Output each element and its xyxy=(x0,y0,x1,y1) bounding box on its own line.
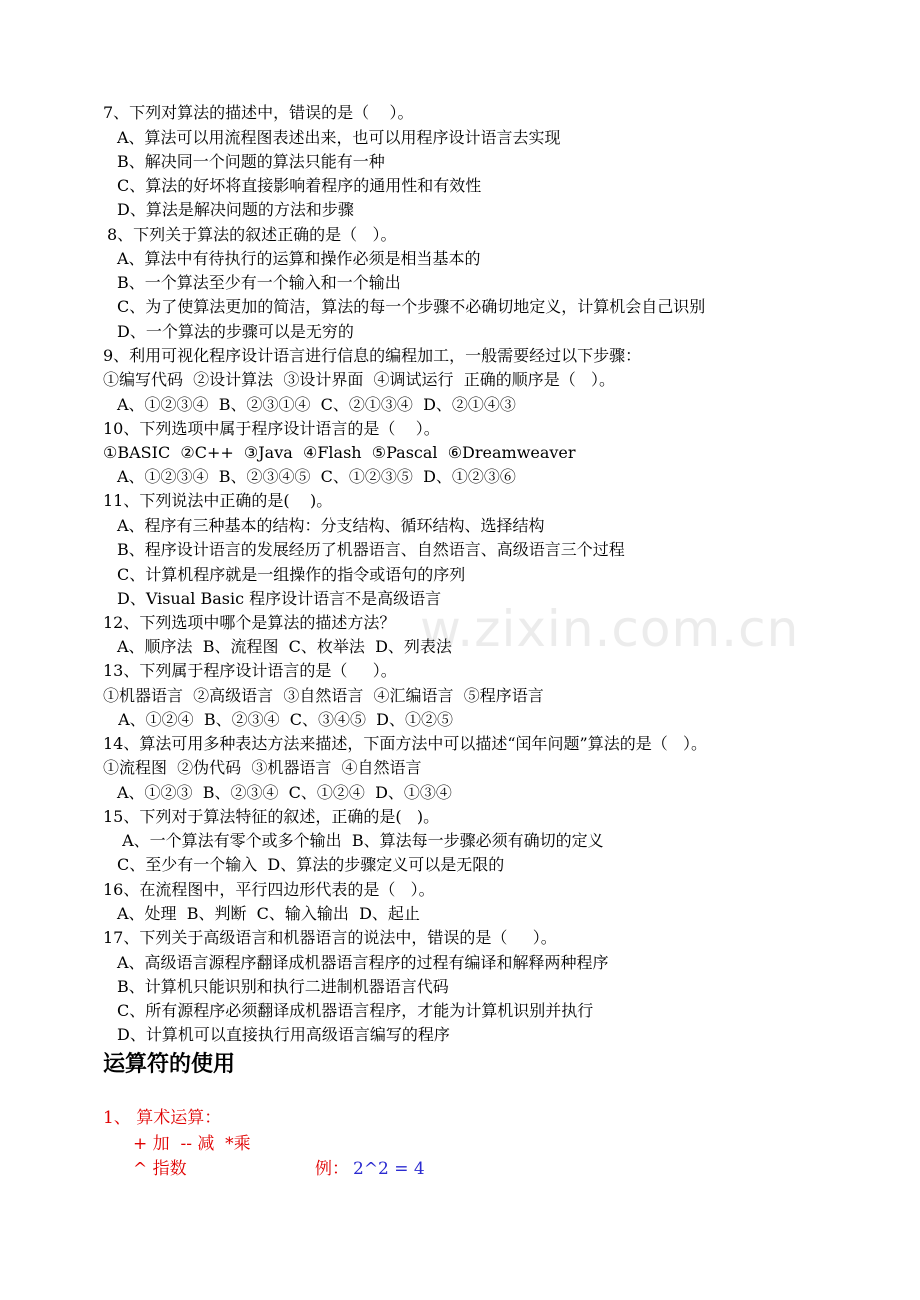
arith-ops-line1: + 加 -- 减 *乘 xyxy=(133,1134,251,1154)
question-11-option-b: B、程序设计语言的发展经历了机器语言、自然语言、高级语言三个过程 xyxy=(117,540,625,559)
question-8-option-d: D、一个算法的步骤可以是无穷的 xyxy=(117,322,354,341)
question-13-stem: 13、下列属于程序设计语言的是（ ）。 xyxy=(103,661,397,680)
question-11-stem: 11、下列说法中正确的是( )。 xyxy=(103,491,333,510)
question-8-option-c: C、为了使算法更加的简洁，算法的每一个步骤不必确切地定义，计算机会自己识别 xyxy=(117,297,706,316)
question-8-stem: 8、下列关于算法的叙述正确的是（ ）。 xyxy=(107,225,397,244)
example-value: 2^2 = 4 xyxy=(353,1159,425,1179)
question-9-items: ①编写代码 ②设计算法 ③设计界面 ④调试运行 正确的顺序是（ ）。 xyxy=(103,370,615,389)
question-16-options: A、处理 B、判断 C、输入输出 D、起止 xyxy=(117,904,420,923)
question-8-option-b: B、一个算法至少有一个输入和一个输出 xyxy=(117,273,401,292)
question-17-option-b: B、计算机只能识别和执行二进制机器语言代码 xyxy=(117,977,449,996)
question-16-stem: 16、在流程图中，平行四边形代表的是（ ）。 xyxy=(103,880,435,899)
question-17-option-c: C、所有源程序必须翻译成机器语言程序，才能为计算机识别并执行 xyxy=(117,1001,594,1020)
question-7-option-d: D、算法是解决问题的方法和步骤 xyxy=(117,200,354,219)
question-10-options: A、①②③④ B、②③④⑤ C、①②③⑤ D、①②③⑥ xyxy=(117,467,516,486)
question-11-option-d: D、Visual Basic 程序设计语言不是高级语言 xyxy=(117,589,442,608)
example-label: 例： xyxy=(315,1159,349,1179)
question-7-option-a: A、算法可以用流程图表述出来，也可以用程序设计语言去实现 xyxy=(117,128,561,147)
question-15-option-ab: A、一个算法有零个或多个输出 B、算法每一步骤必须有确切的定义 xyxy=(117,831,604,850)
question-14-options: A、①②③ B、②③④ C、①②④ D、①③④ xyxy=(117,783,452,802)
question-15-option-cd: C、至少有一个输入 D、算法的步骤定义可以是无限的 xyxy=(117,855,505,874)
question-10-items: ①BASIC ②C++ ③Java ④Flash ⑤Pascal ⑥Dreamweaver xyxy=(103,443,576,462)
question-9-stem: 9、利用可视化程序设计语言进行信息的编程加工，一般需要经过以下步骤： xyxy=(103,346,642,365)
question-13-items: ①机器语言 ②高级语言 ③自然语言 ④汇编语言 ⑤程序语言 xyxy=(103,686,544,705)
question-7-option-c: C、算法的好坏将直接影响着程序的通用性和有效性 xyxy=(117,176,482,195)
question-11-option-a: A、程序有三种基本的结构：分支结构、循环结构、选择结构 xyxy=(117,516,545,535)
section-heading: 运算符的使用 xyxy=(103,1052,236,1077)
question-8-option-a: A、算法中有待执行的运算和操作必须是相当基本的 xyxy=(117,249,481,268)
question-14-items: ①流程图 ②伪代码 ③机器语言 ④自然语言 xyxy=(103,758,422,777)
question-14-stem: 14、算法可用多种表达方法来描述，下面方法中可以描述“闰年问题”算法的是（ ）。 xyxy=(103,734,707,753)
arith-ops-line2: ^ 指数 xyxy=(133,1159,187,1179)
question-11-option-c: C、计算机程序就是一组操作的指令或语句的序列 xyxy=(117,565,466,584)
question-9-options: A、①②③④ B、②③①④ C、②①③④ D、②①④③ xyxy=(117,395,516,414)
question-7-option-b: B、解决同一个问题的算法只能有一种 xyxy=(117,152,385,171)
question-10-stem: 10、下列选项中属于程序设计语言的是（ ）。 xyxy=(103,419,440,438)
question-12-stem: 12、下列选项中哪个是算法的描述方法？ xyxy=(103,613,396,632)
question-15-stem: 15、下列对于算法特征的叙述，正确的是( )。 xyxy=(103,807,440,826)
question-17-option-a: A、高级语言源程序翻译成机器语言程序的过程有编译和解释两种程序 xyxy=(117,953,609,972)
question-12-options: A、顺序法 B、流程图 C、枚举法 D、列表法 xyxy=(117,637,452,656)
question-13-options: A、①②④ B、②③④ C、③④⑤ D、①②⑤ xyxy=(113,710,453,729)
question-17-stem: 17、下列关于高级语言和机器语言的说法中，错误的是（ ）。 xyxy=(103,928,557,947)
question-17-option-d: D、计算机可以直接执行用高级语言编写的程序 xyxy=(117,1025,450,1044)
watermark: w.zixin.com.cn xyxy=(420,600,800,658)
arith-title: 1、 算术运算： xyxy=(103,1108,222,1128)
question-7-stem: 7、下列对算法的描述中，错误的是（ ）。 xyxy=(103,103,414,122)
